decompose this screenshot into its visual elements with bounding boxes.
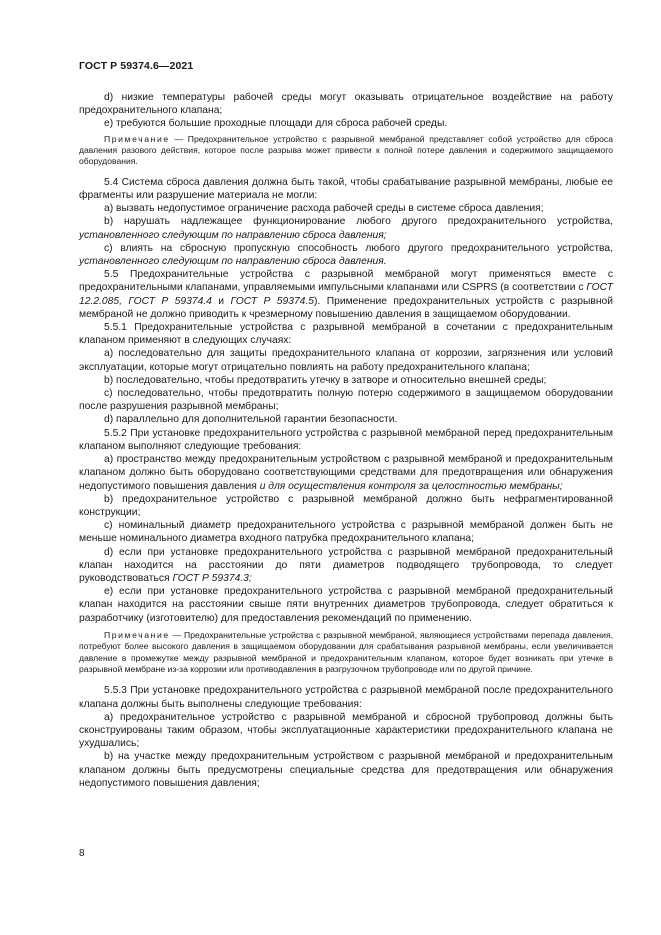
section-5-5-2-d-text: d) если при установке предохранительного устройства с разрывной мембраной предохранительный клапан находится на расстоянии до пяти диаметров подводящего трубопровода, то следует руководствоваться xyxy=(79,546,613,584)
note-1-label: Примечание xyxy=(104,133,170,144)
section-5-5-1-b: b) последовательно, чтобы предотвратить утечку в затворе и относительно внешней среды; xyxy=(104,374,547,386)
document-body xyxy=(79,91,613,790)
section-5-5 xyxy=(79,268,613,321)
note-1 xyxy=(79,134,613,168)
paragraph-item-d: d) низкие температуры рабочей среды могут оказывать отрицательное воздействие на работу предохранительного клапана; xyxy=(79,92,613,117)
section-5-4-b-text: b) нарушать надлежащее функционирование любого другого предохранительного устройства, xyxy=(104,216,613,228)
section-5-5-1: 5.5.1 Предохранительные устройства с разрывной мембраной в сочетании с предохранительным клапаном применяют в следующих случаях: xyxy=(79,322,613,347)
note-2-text: — Предохранительные устройства с разрывной мембраной, являющиеся устройствами перепада давления, потребуют более высокого давления в защищаемом оборудовании для срабатывания разрывной мембраны, если увеличивается давление в промежутке между разрывной мембраной и предохранительным клапаном, которое будет возникать при утечке в разрывной мембране из-за коррозии или противодавления в разгрузочном трубопроводе или по другой причине. xyxy=(79,629,613,674)
section-5-5-2-e: e) если при установке предохранительного устройства с разрывной мембраной предохранительный клапан находится на расстоянии свыше пяти внутренних диаметров трубопровода, следует обратиться к разработчику (изготовителю) для предоставления рекомендаций по применению. xyxy=(79,586,613,624)
section-5-5-and: и xyxy=(211,295,231,307)
section-5-5-text-b: ). Применение предохранительных устройств с разрывной мембраной не должно приводить к чрезмерному повышению давления в защищаемом оборудовании. xyxy=(79,295,614,320)
section-5-5-2: 5.5.2 При установке предохранительного устройства с разрывной мембраной перед предохранительным клапаном выполняют следующие требования: xyxy=(79,427,613,452)
section-5-5-1-c: c) последовательно, чтобы предотвратить полную потерю содержимого в защищаемом оборудовании после разрушения разрывной мембраны; xyxy=(79,388,613,413)
note-2-label: Примечание xyxy=(104,629,170,640)
section-5-5-2-a xyxy=(79,453,613,493)
section-5-5-2-d-italic: ГОСТ Р 59374.3; xyxy=(172,572,252,584)
document-header: ГОСТ Р 59374.6—2021 xyxy=(79,60,194,72)
section-5-5-text-a: 5.5 Предохранительные устройства с разрывной мембраной могут применяться вместе с предохранительными клапанами, управляемыми импульсными клапанами или CSPRS (в соответствии с xyxy=(79,269,613,294)
section-5-5-2-a-italic: и для осуществления контроля за целостностью мембраны; xyxy=(259,480,563,492)
page-number: 8 xyxy=(79,848,85,859)
section-5-4-b xyxy=(79,215,613,241)
section-5-5-2-c: c) номинальный диаметр предохранительного устройства с разрывной мембраной должен быть не меньше номинального диаметра входного патрубка предохранительного клапана; xyxy=(79,520,613,545)
section-5-5-2-a-text: а) пространство между предохранительным устройством с разрывной мембраной и предохранительным клапаном должно быть оборудовано соответствующими средствами для предотвращения или обнаружения недопустимого повышения давления xyxy=(79,454,613,492)
section-5-5-2-d xyxy=(79,546,613,586)
section-5-4-c-text: c) влиять на сбросную пропускную способность любого другого предохранительного устройства, xyxy=(104,242,613,254)
section-5-5-1-d: d) параллельно для дополнительной гарантии безопасности. xyxy=(104,414,398,426)
section-5-5-ref-1: ГОСТ 12.2.085, ГОСТ Р 59374.4 xyxy=(79,282,613,307)
note-1-text: — Предохранительное устройство с разрывной мембраной представляет собой устройство для сброса давления разового действия, которое после разрыва может привести к полной потере давления и содержимого защищаемого оборудования. xyxy=(79,133,613,167)
section-5-5-3-b: b) на участке между предохранительным устройством с разрывной мембраной и предохранительным клапаном должны быть предусмотрены специальные средства для предотвращения или обнаружения недопустимого повышения давления; xyxy=(79,751,613,789)
section-5-5-1-a: а) последовательно для защиты предохранительного клапана от коррозии, загрязнения или условий эксплуатации, которые могут отрицательно повлиять на работу предохранительного клапана; xyxy=(79,348,613,373)
section-5-4: 5.4 Система сброса давления должна быть такой, чтобы срабатывание разрывной мембраны, любые ее фрагменты или разрушение материала не могли: xyxy=(79,176,613,202)
paragraph-item-e: e) требуются большие проходные площади для сброса рабочей среды. xyxy=(104,118,448,130)
note-2 xyxy=(79,630,613,676)
section-5-5-3-a: а) предохранительное устройство с разрывной мембраной и сбросной трубопровод должны быть сконструированы таким образом, чтобы эксплуатационные характеристики предохранительного клапана не ухудшались; xyxy=(79,711,613,750)
section-5-4-c-italic: установленного следующим по направлению сброса давления. xyxy=(79,256,387,268)
section-5-5-ref-2: ГОСТ Р 59374.5 xyxy=(230,295,314,307)
section-5-4-b-italic: установленного следующим по направлению сброса давления; xyxy=(79,229,387,241)
section-5-4-a: а) вызвать недопустимое ограничение расхода рабочей среды в системе сброса давления; xyxy=(104,203,544,215)
section-5-5-2-b: b) предохранительное устройство с разрывной мембраной должно быть нефрагментированной конструкции; xyxy=(79,493,613,518)
section-5-5-3: 5.5.3 При установке предохранительного устройства с разрывной мембраной после предохранительного клапана должны быть выполнены следующие требования: xyxy=(79,685,613,710)
section-5-4-c xyxy=(79,242,613,268)
